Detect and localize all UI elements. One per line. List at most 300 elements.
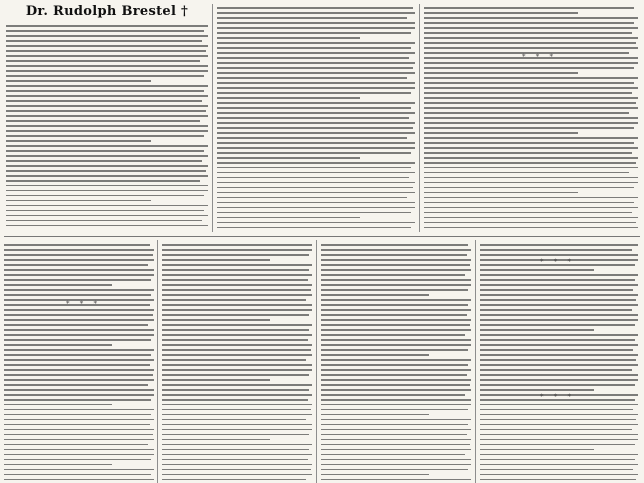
text-line <box>162 254 309 256</box>
text-line <box>424 212 632 214</box>
text-line <box>321 319 471 321</box>
text-line <box>217 72 415 74</box>
text-line <box>424 112 629 114</box>
text-line <box>4 254 153 256</box>
text-line <box>4 399 151 401</box>
text-line <box>321 409 468 411</box>
text-line <box>162 389 309 391</box>
column-divider <box>475 240 476 483</box>
text-line <box>6 60 200 62</box>
text-line <box>4 404 112 406</box>
text-line <box>6 165 208 167</box>
text-line <box>162 434 309 436</box>
text-line <box>321 429 471 431</box>
text-line <box>424 222 636 224</box>
text-line <box>480 404 638 406</box>
text-line <box>424 62 638 64</box>
text-line <box>424 207 638 209</box>
section-divider <box>4 236 640 237</box>
text-line <box>321 399 471 401</box>
text-line <box>321 414 429 416</box>
text-line <box>162 444 312 446</box>
text-line <box>4 394 154 396</box>
text-line <box>4 379 154 381</box>
text-line <box>480 389 594 391</box>
text-line <box>424 157 638 159</box>
text-line <box>162 419 306 421</box>
text-line <box>217 202 415 204</box>
text-line <box>424 107 638 109</box>
text-line <box>321 459 471 461</box>
text-line <box>6 220 202 222</box>
text-line <box>424 42 636 44</box>
text-line <box>217 102 415 104</box>
text-line <box>6 100 202 102</box>
text-line <box>321 374 467 376</box>
text-line <box>480 474 638 476</box>
text-line <box>480 379 638 381</box>
text-line <box>4 259 154 261</box>
lower-column-4 <box>480 241 638 481</box>
section-separator-stars: * * * <box>540 258 575 266</box>
text-line <box>4 359 154 361</box>
text-line <box>321 274 465 276</box>
text-line <box>480 424 638 426</box>
text-line <box>480 464 638 466</box>
text-line <box>217 132 415 134</box>
text-line <box>4 274 154 276</box>
text-line <box>321 404 471 406</box>
text-line <box>480 284 638 286</box>
text-line <box>4 354 151 356</box>
text-line <box>4 334 154 336</box>
text-line <box>480 294 638 296</box>
text-line <box>480 329 594 331</box>
text-line <box>424 127 634 129</box>
lower-column-3 <box>321 241 471 481</box>
text-line <box>162 464 312 466</box>
text-line <box>321 279 471 281</box>
text-line <box>162 274 312 276</box>
text-line <box>162 404 312 406</box>
text-line <box>424 202 634 204</box>
text-line <box>217 147 415 149</box>
text-line <box>217 157 360 159</box>
section-separator-stars: * * * <box>66 300 101 308</box>
text-line <box>217 127 413 129</box>
text-line <box>424 47 638 49</box>
text-line <box>321 349 468 351</box>
text-line <box>217 42 415 44</box>
text-line <box>4 434 153 436</box>
text-line <box>6 40 202 42</box>
text-line <box>217 142 415 144</box>
text-line <box>4 464 112 466</box>
text-line <box>480 354 638 356</box>
text-line <box>4 479 154 481</box>
text-line <box>424 162 636 164</box>
text-line <box>217 217 360 219</box>
text-line <box>424 167 638 169</box>
section-separator-stars: * * * <box>522 53 557 61</box>
text-line <box>217 27 415 29</box>
text-line <box>6 205 208 207</box>
lower-column-1 <box>4 241 154 481</box>
text-line <box>424 27 638 29</box>
text-line <box>162 454 312 456</box>
text-line <box>321 364 468 366</box>
text-line <box>6 150 204 152</box>
text-line <box>424 142 634 144</box>
text-line <box>162 449 309 451</box>
text-line <box>424 122 638 124</box>
text-line <box>424 192 578 194</box>
text-line <box>217 192 415 194</box>
text-line <box>217 67 413 69</box>
text-line <box>321 359 471 361</box>
text-line <box>321 309 471 311</box>
text-line <box>217 32 411 34</box>
text-line <box>6 190 208 192</box>
text-line <box>424 217 638 219</box>
lower-column-2 <box>162 241 312 481</box>
text-line <box>162 479 306 481</box>
text-line <box>4 349 154 351</box>
text-line <box>321 464 471 466</box>
text-line <box>162 304 312 306</box>
text-line <box>480 414 638 416</box>
text-line <box>480 304 638 306</box>
text-line <box>6 30 204 32</box>
text-line <box>162 249 312 251</box>
text-line <box>162 429 312 431</box>
text-line <box>217 227 411 229</box>
text-line <box>217 62 415 64</box>
text-line <box>480 439 638 441</box>
text-line <box>321 379 471 381</box>
text-line <box>4 369 154 371</box>
text-line <box>424 182 638 184</box>
text-line <box>4 409 154 411</box>
text-line <box>4 264 148 266</box>
text-line <box>321 329 471 331</box>
text-line <box>162 369 312 371</box>
text-line <box>480 249 632 251</box>
text-line <box>424 227 638 229</box>
text-line <box>321 299 471 301</box>
text-line <box>6 65 208 67</box>
text-line <box>217 97 360 99</box>
text-line <box>162 474 312 476</box>
text-line <box>217 212 411 214</box>
text-line <box>321 289 468 291</box>
text-line <box>217 172 415 174</box>
text-line <box>162 334 312 336</box>
text-line <box>424 72 578 74</box>
text-line <box>480 374 638 376</box>
text-line <box>480 299 636 301</box>
text-line <box>424 12 578 14</box>
text-line <box>217 87 415 89</box>
text-line <box>4 419 154 421</box>
text-line <box>424 187 634 189</box>
text-line <box>217 112 415 114</box>
text-line <box>480 274 638 276</box>
text-line <box>321 389 471 391</box>
text-line <box>321 344 471 346</box>
text-line <box>321 369 471 371</box>
text-line <box>4 344 112 346</box>
text-line <box>217 47 411 49</box>
text-line <box>6 170 206 172</box>
text-line <box>217 152 411 154</box>
text-line <box>424 172 629 174</box>
text-line <box>321 244 468 246</box>
text-line <box>480 339 635 341</box>
text-line <box>162 339 308 341</box>
text-line <box>480 409 633 411</box>
text-line <box>6 115 208 117</box>
text-line <box>4 294 151 296</box>
text-line <box>480 349 633 351</box>
text-line <box>162 469 311 471</box>
text-line <box>424 22 634 24</box>
text-line <box>321 474 429 476</box>
text-line <box>321 339 471 341</box>
text-line <box>424 137 638 139</box>
text-line <box>480 359 636 361</box>
text-line <box>424 37 638 39</box>
text-line <box>321 249 471 251</box>
text-line <box>424 77 638 79</box>
upper-column-2 <box>217 4 415 230</box>
text-line <box>480 254 638 256</box>
text-line <box>321 334 465 336</box>
text-line <box>480 459 635 461</box>
text-line <box>424 17 638 19</box>
text-line <box>217 12 415 14</box>
text-line <box>6 90 204 92</box>
text-line <box>4 474 151 476</box>
text-line <box>6 200 151 202</box>
text-line <box>424 177 638 179</box>
text-line <box>424 32 632 34</box>
text-line <box>162 299 306 301</box>
text-line <box>162 354 312 356</box>
text-line <box>217 197 407 199</box>
text-line <box>4 339 151 341</box>
text-line <box>4 279 151 281</box>
text-line <box>162 294 312 296</box>
text-line <box>6 225 208 227</box>
text-line <box>4 469 154 471</box>
text-line <box>480 334 638 336</box>
text-line <box>162 424 312 426</box>
text-line <box>217 162 415 164</box>
text-line <box>424 147 638 149</box>
text-line <box>424 82 634 84</box>
text-line <box>480 314 638 316</box>
text-line <box>480 469 633 471</box>
text-line <box>4 459 151 461</box>
text-line <box>162 409 311 411</box>
text-line <box>217 22 415 24</box>
text-line <box>4 444 148 446</box>
text-line <box>162 344 312 346</box>
text-line <box>162 314 309 316</box>
text-line <box>321 269 471 271</box>
column-divider <box>419 4 420 232</box>
text-line <box>6 215 208 217</box>
text-line <box>4 249 154 251</box>
text-line <box>4 364 150 366</box>
text-line <box>321 284 471 286</box>
text-line <box>4 374 153 376</box>
upper-column-1 <box>6 22 208 230</box>
text-line <box>162 364 312 366</box>
text-line <box>6 185 208 187</box>
section-separator-stars: * * * <box>540 393 575 401</box>
text-line <box>217 37 360 39</box>
text-line <box>480 324 635 326</box>
text-line <box>480 454 638 456</box>
text-line <box>480 289 633 291</box>
text-line <box>4 449 154 451</box>
text-line <box>217 222 415 224</box>
text-line <box>4 439 154 441</box>
text-line <box>6 25 208 27</box>
text-line <box>6 80 151 82</box>
text-line <box>480 364 638 366</box>
text-line <box>217 122 415 124</box>
text-line <box>162 284 312 286</box>
text-line <box>321 384 470 386</box>
text-line <box>162 414 312 416</box>
text-line <box>217 187 413 189</box>
text-line <box>6 105 208 107</box>
text-line <box>217 17 407 19</box>
text-line <box>217 92 411 94</box>
text-line <box>480 244 638 246</box>
article-headline: Dr. Rudolph Brestel † <box>25 4 189 19</box>
text-line <box>217 137 407 139</box>
text-line <box>4 319 154 321</box>
text-line <box>321 439 471 441</box>
text-line <box>480 319 638 321</box>
text-line <box>217 52 415 54</box>
text-line <box>217 107 411 109</box>
text-line <box>480 384 635 386</box>
text-line <box>4 244 150 246</box>
text-line <box>162 384 312 386</box>
text-line <box>162 379 270 381</box>
text-line <box>480 429 632 431</box>
text-line <box>162 394 312 396</box>
text-line <box>424 87 638 89</box>
text-line <box>6 125 208 127</box>
text-line <box>162 349 311 351</box>
text-line <box>321 394 465 396</box>
text-line <box>321 454 465 456</box>
text-line <box>4 284 112 286</box>
text-line <box>217 117 409 119</box>
column-divider <box>212 4 213 232</box>
text-line <box>480 449 594 451</box>
text-line <box>6 135 204 137</box>
upper-column-3 <box>424 4 638 230</box>
text-line <box>217 177 409 179</box>
text-line <box>424 117 638 119</box>
text-line <box>321 444 470 446</box>
text-line <box>4 384 148 386</box>
text-line <box>217 207 415 209</box>
text-line <box>321 264 470 266</box>
text-line <box>4 454 154 456</box>
text-line <box>424 197 638 199</box>
text-line <box>321 304 468 306</box>
text-line <box>162 309 312 311</box>
text-line <box>6 160 202 162</box>
text-line <box>6 180 200 182</box>
text-line <box>6 85 208 87</box>
text-line <box>480 309 632 311</box>
text-line <box>6 195 204 197</box>
text-line <box>162 359 306 361</box>
text-line <box>217 82 415 84</box>
text-line <box>424 7 634 9</box>
text-line <box>321 424 468 426</box>
text-line <box>6 155 208 157</box>
text-line <box>480 479 636 481</box>
text-line <box>217 57 409 59</box>
text-line <box>321 259 471 261</box>
text-line <box>4 289 154 291</box>
text-line <box>6 140 151 142</box>
text-line <box>321 449 471 451</box>
text-line <box>162 324 312 326</box>
column-divider <box>157 240 158 483</box>
text-line <box>321 314 467 316</box>
text-line <box>4 429 154 431</box>
text-line <box>162 319 270 321</box>
text-line <box>162 329 309 331</box>
text-line <box>424 92 632 94</box>
text-line <box>162 289 311 291</box>
text-line <box>480 434 638 436</box>
text-line <box>217 77 407 79</box>
text-line <box>6 120 200 122</box>
text-line <box>4 269 154 271</box>
text-line <box>424 97 638 99</box>
text-line <box>162 269 309 271</box>
text-line <box>6 110 206 112</box>
text-line <box>162 439 270 441</box>
text-line <box>6 45 208 47</box>
text-line <box>6 70 208 72</box>
text-line <box>162 244 312 246</box>
text-line <box>4 414 151 416</box>
text-line <box>480 369 632 371</box>
text-line <box>6 175 208 177</box>
text-line <box>217 167 411 169</box>
text-line <box>162 399 308 401</box>
text-line <box>162 264 312 266</box>
text-line <box>321 294 429 296</box>
text-line <box>321 354 429 356</box>
text-line <box>6 55 208 57</box>
text-line <box>424 152 632 154</box>
text-line <box>4 324 148 326</box>
